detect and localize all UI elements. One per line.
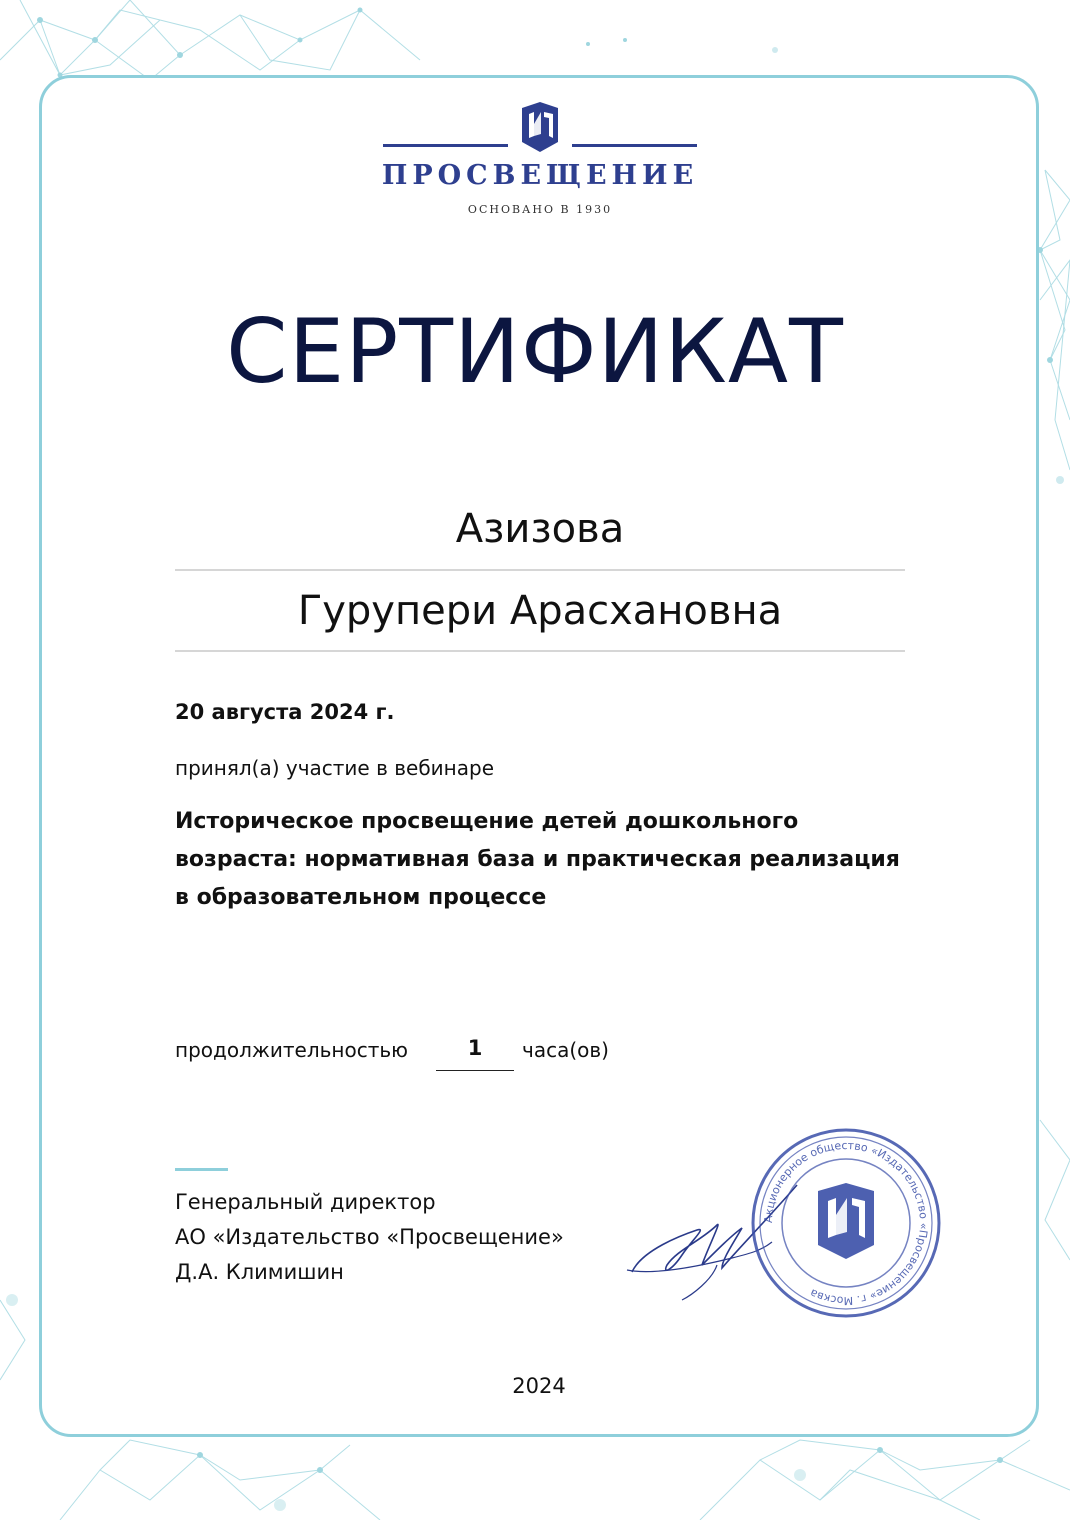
signatory-name: Д.А. Климишин	[175, 1260, 344, 1284]
duration-label: продолжительностью	[175, 1038, 408, 1062]
name-divider-2	[175, 650, 905, 652]
name-divider-1	[175, 569, 905, 571]
signatory-organization: АО «Издательство «Просвещение»	[175, 1225, 564, 1249]
prosveshchenie-emblem-icon	[520, 102, 560, 152]
logo-rule-left	[383, 144, 508, 147]
webinar-title: Историческое просвещение детей дошкольного возраста: нормативная база и практическая реализация в образовательном процессе	[175, 809, 900, 910]
recipient-given-names: Гурупери Арасхановна	[297, 588, 783, 634]
event-date: 20 августа 2024 г.	[175, 700, 395, 724]
company-seal-stamp	[748, 1125, 944, 1321]
seal-ring-text: Акционерное общество «Издательство «Просвещение» г. Москва	[761, 1138, 931, 1308]
certificate-year: 2024	[512, 1374, 566, 1398]
signatory-accent-bar	[175, 1168, 228, 1171]
logo-wordmark: ПРОСВЕЩЕНИЕ	[381, 160, 699, 191]
recipient-surname: Азизова	[455, 506, 625, 552]
publisher-logo	[380, 100, 700, 220]
logo-rule-right	[572, 144, 697, 147]
duration-value: 1	[436, 1036, 514, 1071]
signatory-position: Генеральный директор	[175, 1190, 436, 1214]
logo-founded: ОСНОВАНО В 1930	[467, 203, 613, 216]
participation-text: принял(а) участие в вебинаре	[175, 756, 494, 780]
certificate-title: СЕРТИФИКАТ	[226, 300, 844, 403]
duration-unit: часа(ов)	[522, 1038, 609, 1062]
